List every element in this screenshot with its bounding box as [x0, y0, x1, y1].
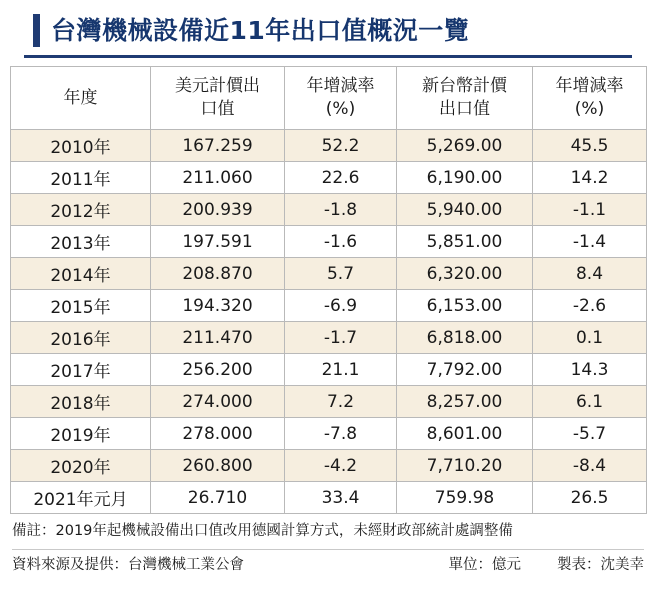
cell-year: 2019年	[11, 418, 151, 450]
footnotes	[12, 521, 644, 577]
cell-usd-value: 274.000	[151, 386, 285, 418]
cell-ntd-yoy: 0.1	[533, 322, 647, 354]
table-header	[11, 67, 647, 130]
cell-usd-yoy: 22.6	[285, 162, 397, 194]
footnote-author: 製表：沈美幸	[557, 556, 644, 573]
export-value-table	[10, 66, 647, 514]
cell-usd-value: 278.000	[151, 418, 285, 450]
table-row	[11, 130, 647, 162]
cell-ntd-value: 5,269.00	[397, 130, 533, 162]
table-row	[11, 418, 647, 450]
cell-usd-value: 256.200	[151, 354, 285, 386]
cell-ntd-yoy: 14.2	[533, 162, 647, 194]
cell-usd-value: 197.591	[151, 226, 285, 258]
cell-ntd-value: 6,153.00	[397, 290, 533, 322]
cell-ntd-yoy: -8.4	[533, 450, 647, 482]
cell-ntd-yoy: 26.5	[533, 482, 647, 514]
cell-ntd-value: 8,601.00	[397, 418, 533, 450]
cell-usd-yoy: 33.4	[285, 482, 397, 514]
cell-year: 2017年	[11, 354, 151, 386]
footnote-divider	[12, 549, 644, 550]
column-header-ntd-yoy-line1: 年增減率	[555, 76, 624, 97]
footnote-second-row	[12, 555, 644, 577]
column-header-ntd-value-line1: 新台幣計價	[422, 76, 507, 97]
cell-ntd-value: 6,818.00	[397, 322, 533, 354]
table-row	[11, 194, 647, 226]
cell-ntd-value: 7,710.20	[397, 450, 533, 482]
column-header-ntd-value	[397, 67, 533, 130]
cell-usd-yoy: -1.7	[285, 322, 397, 354]
column-header-usd-yoy-line1: 年增減率	[306, 76, 375, 97]
table-row	[11, 450, 647, 482]
table-row	[11, 482, 647, 514]
footnote-source: 資料來源及提供：台灣機械工業公會	[12, 556, 244, 573]
column-header-usd-value-line1: 美元計價出	[175, 76, 260, 97]
cell-ntd-yoy: -1.4	[533, 226, 647, 258]
cell-year: 2011年	[11, 162, 151, 194]
footnote-remark: 備註：2019年起機械設備出口值改用德國計算方式，未經財政部統計處調整備	[12, 523, 513, 539]
cell-year: 2010年	[11, 130, 151, 162]
cell-year: 2014年	[11, 258, 151, 290]
column-header-usd-value-line2: 口值	[200, 99, 235, 119]
column-header-usd-yoy-line2: (%)	[325, 99, 356, 119]
cell-ntd-yoy: -1.1	[533, 194, 647, 226]
cell-usd-value: 200.939	[151, 194, 285, 226]
table-body	[11, 130, 647, 514]
table-container	[10, 66, 646, 514]
cell-year: 2020年	[11, 450, 151, 482]
page-title: 台灣機械設備近11年出口值概況一覽	[51, 15, 470, 45]
table-row	[11, 354, 647, 386]
cell-usd-yoy: 7.2	[285, 386, 397, 418]
column-header-usd-value	[151, 67, 285, 130]
column-header-ntd-yoy-line2: (%)	[574, 99, 605, 119]
cell-ntd-value: 5,851.00	[397, 226, 533, 258]
cell-usd-yoy: 52.2	[285, 130, 397, 162]
cell-year: 2016年	[11, 322, 151, 354]
cell-ntd-value: 5,940.00	[397, 194, 533, 226]
cell-ntd-value: 759.98	[397, 482, 533, 514]
table-row	[11, 226, 647, 258]
title-accent-bar	[33, 14, 40, 47]
cell-ntd-yoy: 6.1	[533, 386, 647, 418]
cell-ntd-value: 6,190.00	[397, 162, 533, 194]
column-header-year	[11, 67, 151, 130]
cell-usd-yoy: -1.6	[285, 226, 397, 258]
cell-ntd-yoy: -2.6	[533, 290, 647, 322]
table-row	[11, 322, 647, 354]
cell-year: 2015年	[11, 290, 151, 322]
cell-ntd-yoy: 45.5	[533, 130, 647, 162]
table-row	[11, 290, 647, 322]
column-header-usd-yoy	[285, 67, 397, 130]
cell-usd-value: 260.800	[151, 450, 285, 482]
cell-usd-yoy: -6.9	[285, 290, 397, 322]
cell-usd-yoy: -7.8	[285, 418, 397, 450]
cell-year: 2013年	[11, 226, 151, 258]
cell-usd-value: 211.060	[151, 162, 285, 194]
cell-usd-yoy: -1.8	[285, 194, 397, 226]
title-bar	[10, 0, 646, 60]
cell-year: 2021年元月	[11, 482, 151, 514]
table-row	[11, 162, 647, 194]
cell-year: 2012年	[11, 194, 151, 226]
footnote-unit: 單位：億元	[448, 556, 521, 573]
cell-usd-yoy: 21.1	[285, 354, 397, 386]
table-row	[11, 386, 647, 418]
table-header-row	[11, 67, 647, 130]
cell-usd-value: 26.710	[151, 482, 285, 514]
column-header-ntd-yoy	[533, 67, 647, 130]
cell-year: 2018年	[11, 386, 151, 418]
table-row	[11, 258, 647, 290]
column-header-ntd-value-line2: 出口值	[439, 99, 490, 119]
footnote-meta	[449, 555, 645, 577]
column-header-year-line1: 年度	[63, 87, 98, 108]
cell-ntd-yoy: -5.7	[533, 418, 647, 450]
cell-usd-yoy: 5.7	[285, 258, 397, 290]
cell-usd-yoy: -4.2	[285, 450, 397, 482]
cell-ntd-value: 7,792.00	[397, 354, 533, 386]
cell-usd-value: 208.870	[151, 258, 285, 290]
cell-ntd-yoy: 14.3	[533, 354, 647, 386]
cell-usd-value: 211.470	[151, 322, 285, 354]
cell-ntd-value: 8,257.00	[397, 386, 533, 418]
cell-usd-value: 167.259	[151, 130, 285, 162]
cell-ntd-yoy: 8.4	[533, 258, 647, 290]
cell-usd-value: 194.320	[151, 290, 285, 322]
title-underline	[24, 55, 632, 58]
cell-ntd-value: 6,320.00	[397, 258, 533, 290]
